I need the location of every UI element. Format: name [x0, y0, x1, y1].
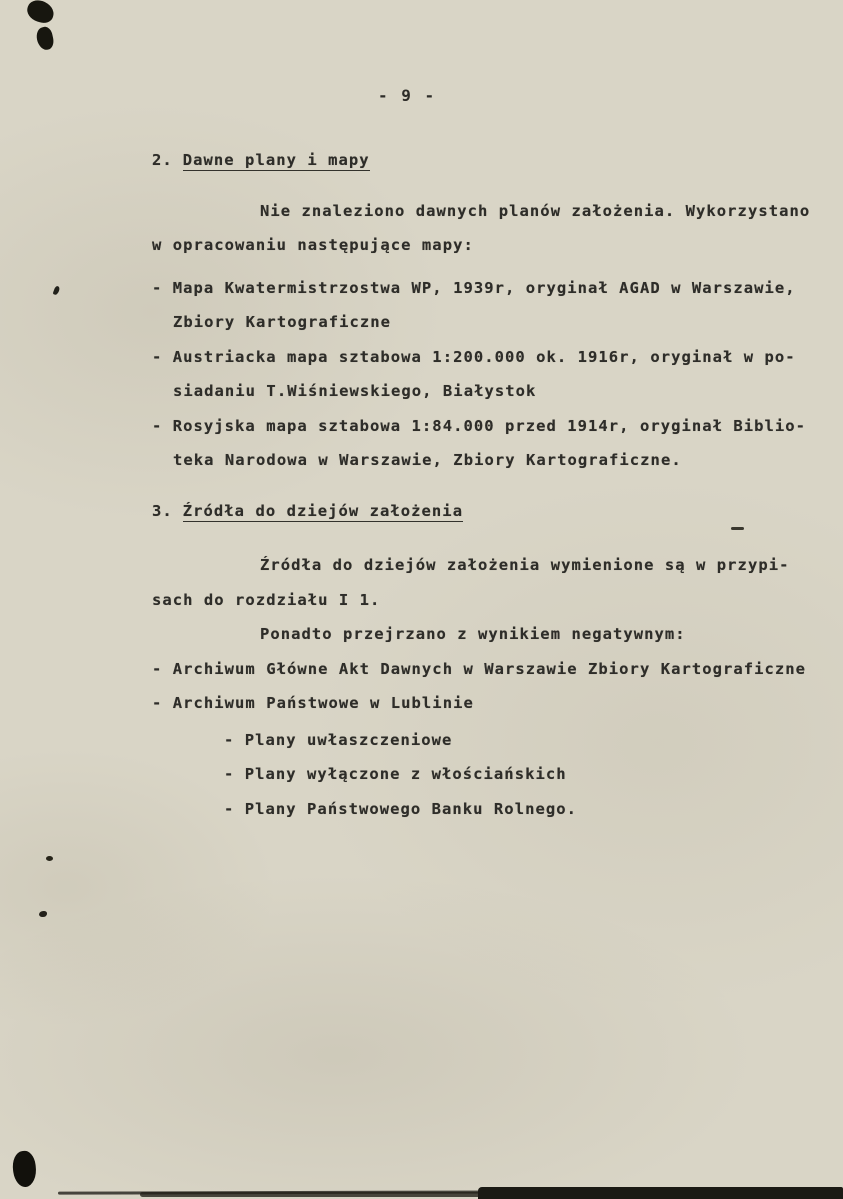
section-title: Dawne plany i mapy	[182, 151, 370, 169]
speck-left-2	[39, 911, 47, 917]
scan-edge-shadow-mid	[140, 1192, 503, 1197]
speck-left-1	[46, 856, 53, 861]
paragraph-line: Źródła do dziejów założenia wymienione są w przypi-	[260, 556, 790, 574]
section-heading-maps	[152, 143, 828, 178]
section-number: 3.	[152, 501, 173, 520]
stray-mark-left-margin	[53, 285, 61, 295]
page-number: - 9 -	[378, 86, 437, 105]
document-content	[152, 143, 828, 826]
list-item: - Rosyjska mapa sztabowa 1:84.000 przed 1914r, oryginał Biblio-	[152, 416, 807, 435]
paragraph-line: sach do rozdziału I 1.	[152, 590, 381, 609]
list-item: - Archiwum Główne Akt Dawnych w Warszawie Zbiory Kartograficzne	[152, 659, 807, 678]
paragraph-line: w opracowaniu następujące mapy:	[152, 236, 474, 254]
section-heading-sources	[152, 494, 828, 529]
paragraph-line: Nie znaleziono dawnych planów założenia. Wykorzystano	[260, 201, 811, 220]
ink-stain-top-left-2	[35, 26, 55, 52]
list-item-continuation: Zbiory Kartograficzne	[173, 313, 392, 331]
ink-stain-top-left-1	[24, 0, 56, 26]
section-title: Źródła do dziejów założenia	[182, 501, 464, 520]
paragraph-line: Ponadto przejrzano z wynikiem negatywnym:	[260, 625, 686, 643]
sub-list-item: - Plany wyłączone z włościańskich	[224, 765, 567, 783]
sub-list-item: - Plany uwłaszczeniowe	[224, 730, 453, 749]
list-item: - Archiwum Państwowe w Lublinie	[152, 694, 474, 712]
list-item-continuation: siadaniu T.Wiśniewskiego, Białystok	[173, 382, 537, 400]
scan-edge-shadow-thick	[478, 1187, 843, 1199]
list-item: - Austriacka mapa sztabowa 1:200.000 ok. 1916r, oryginał w po-	[152, 347, 796, 366]
list-item: - Mapa Kwatermistrzostwa WP, 1939r, oryginał AGAD w Warszawie,	[152, 278, 796, 297]
list-item-continuation: teka Narodowa w Warszawie, Zbiory Kartograficzne.	[173, 451, 682, 469]
ink-stain-bottom-left	[11, 1150, 39, 1189]
sub-list-item: - Plany Państwowego Banku Rolnego.	[224, 799, 577, 818]
section-number: 2.	[152, 151, 173, 169]
